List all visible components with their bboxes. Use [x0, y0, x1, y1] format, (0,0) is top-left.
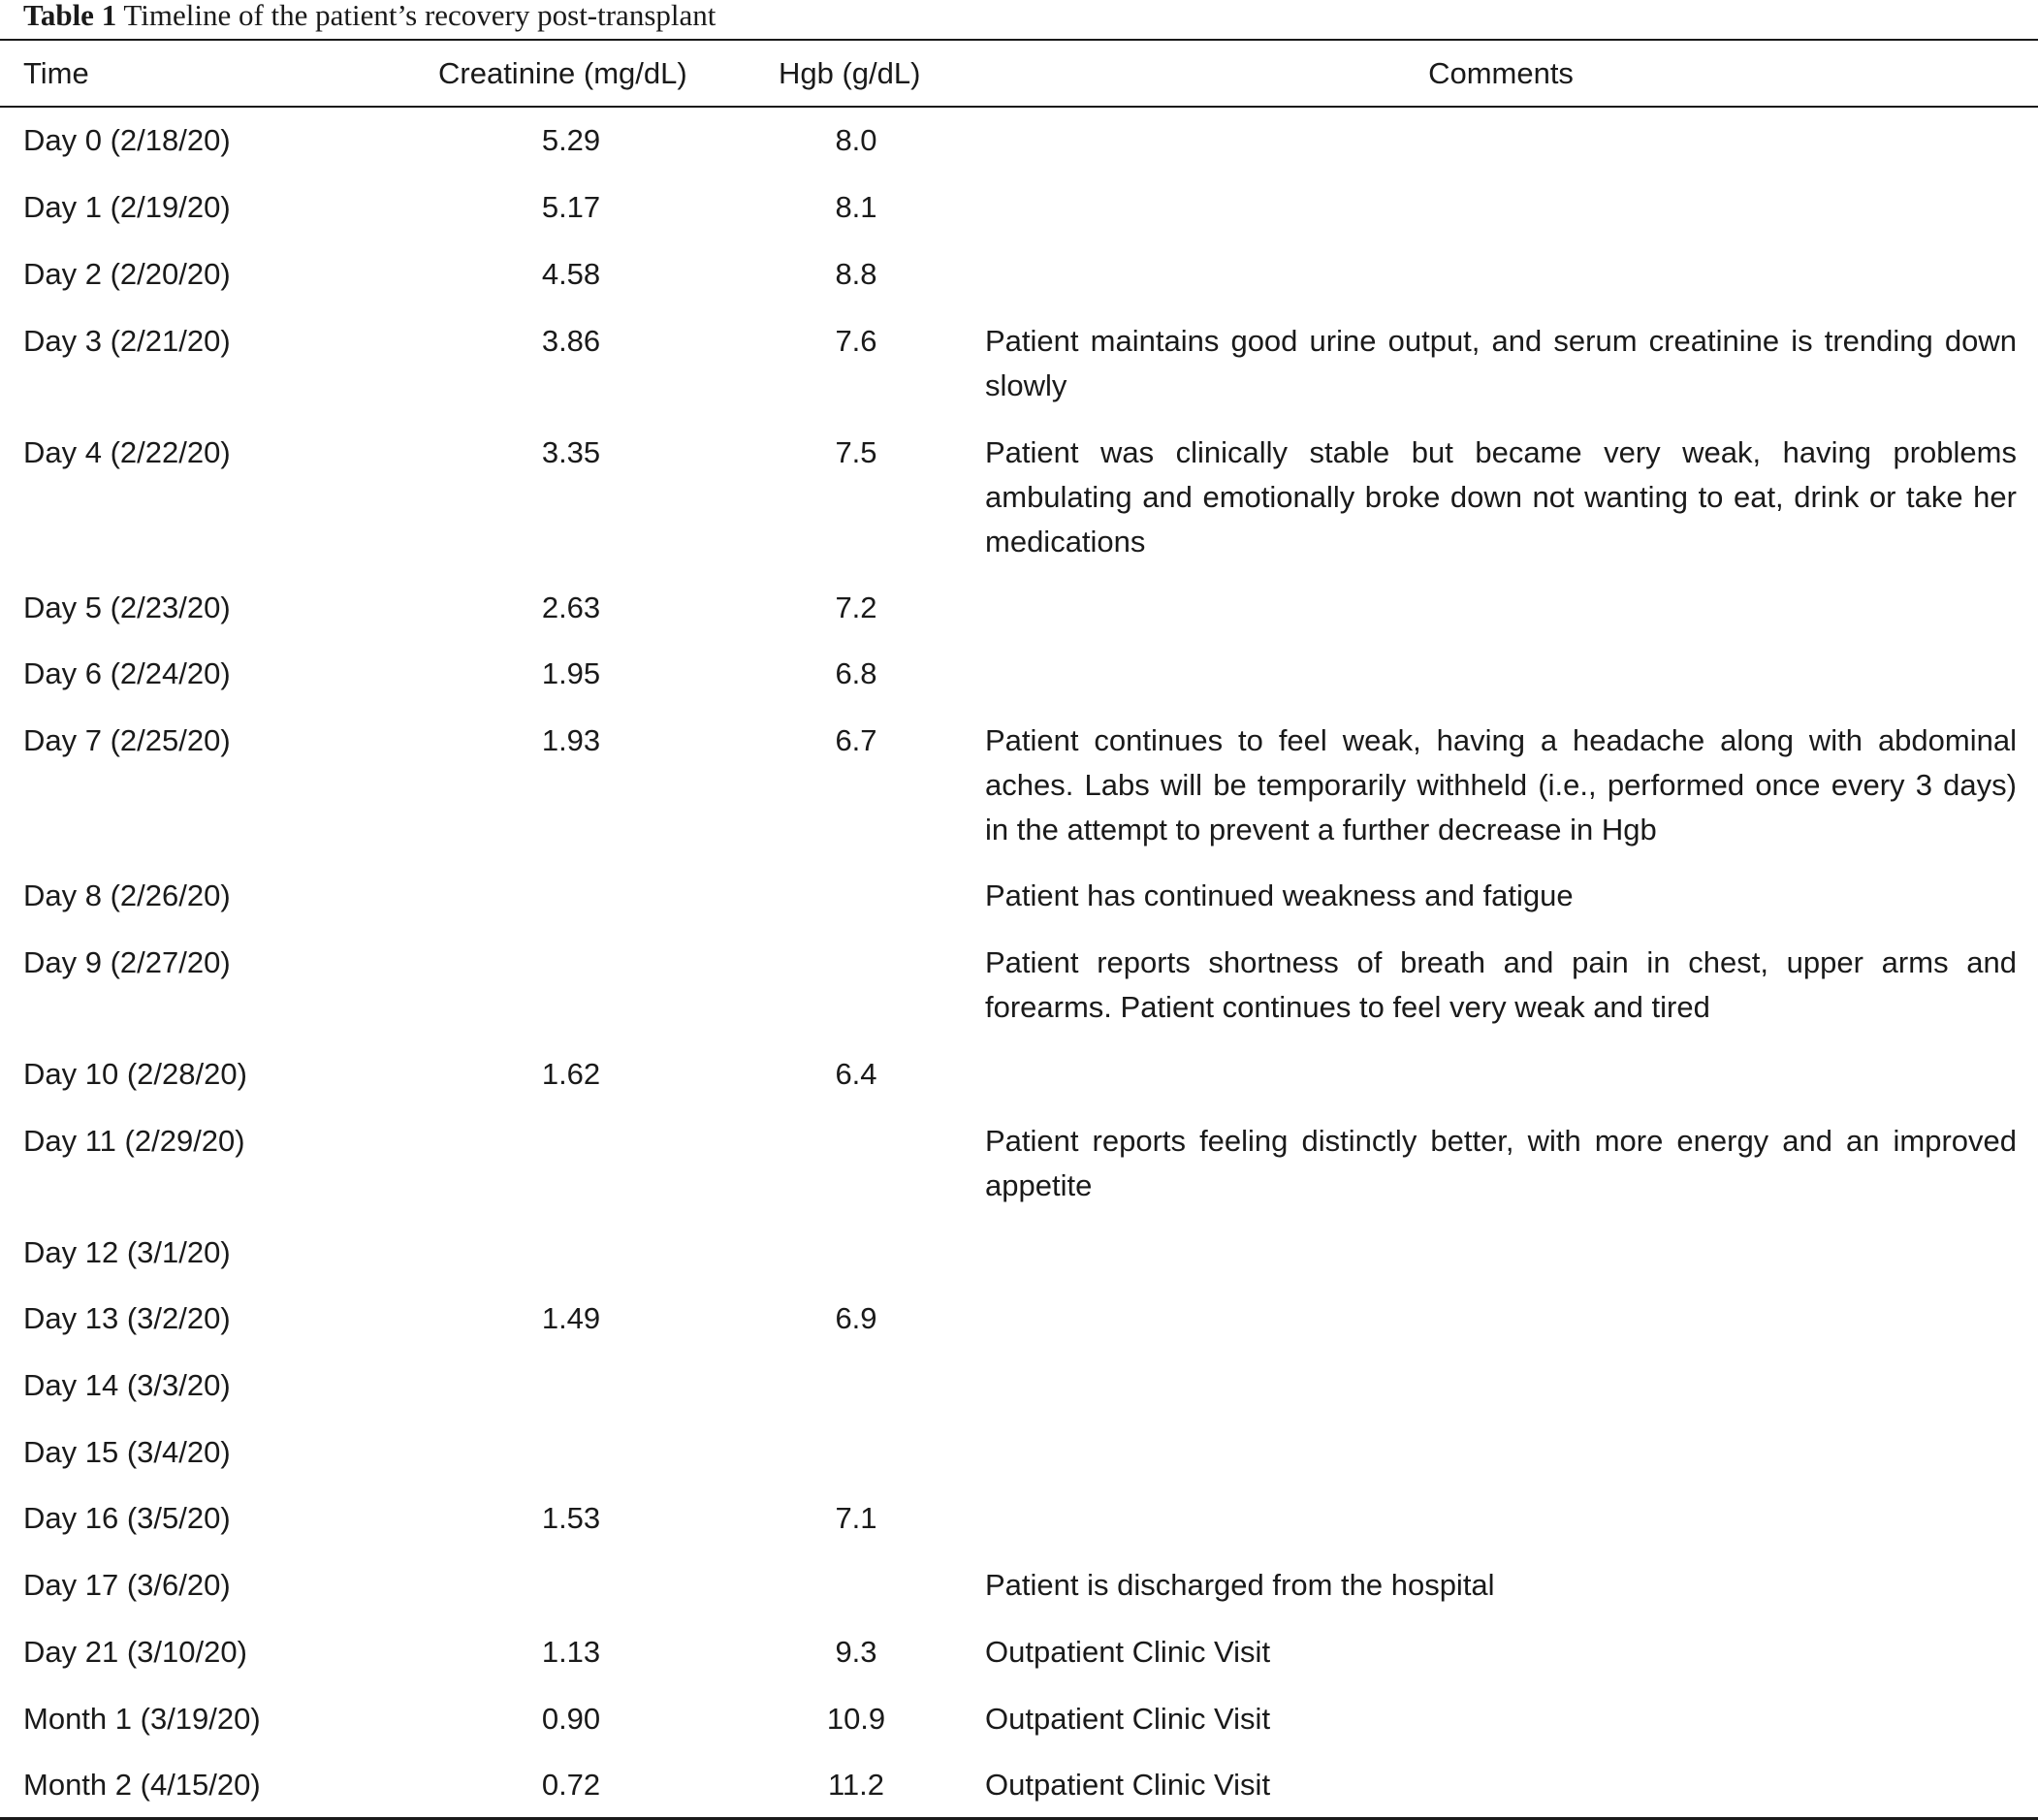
- cell-time: Day 2 (2/20/20): [23, 257, 231, 291]
- cell-time: Day 12 (3/1/20): [23, 1235, 231, 1269]
- cell-hgb: 6.8: [835, 656, 877, 690]
- cell-creatinine: 0.90: [541, 1702, 601, 1736]
- cell-creatinine: 3.35: [541, 435, 601, 469]
- column-header-hgb: Hgb (g/dL): [779, 56, 921, 90]
- cell-time: Day 4 (2/22/20): [23, 435, 231, 469]
- cell-comment: Outpatient Clinic Visit: [985, 1635, 1271, 1669]
- cell-time: Day 11 (2/29/20): [23, 1124, 245, 1158]
- cell-time: Day 15 (3/4/20): [23, 1435, 231, 1469]
- cell-hgb: 6.9: [835, 1301, 877, 1335]
- cell-time: Day 3 (2/21/20): [23, 324, 231, 358]
- cell-time: Day 5 (2/23/20): [23, 591, 231, 624]
- cell-comment: Patient reports shortness of breath and pain in chest, upper arms and forearms. Patient continues to feel very weak and tired: [985, 945, 2017, 1024]
- cell-creatinine: 5.17: [541, 190, 601, 224]
- cell-time: Day 8 (2/26/20): [23, 878, 231, 912]
- cell-hgb: 8.1: [835, 190, 877, 224]
- cell-time: Day 14 (3/3/20): [23, 1368, 231, 1402]
- table-top-rule: [0, 39, 2038, 41]
- cell-hgb: 8.0: [835, 123, 877, 157]
- cell-time: Day 13 (3/2/20): [23, 1301, 231, 1335]
- cell-creatinine: 1.95: [541, 656, 601, 690]
- cell-time: Month 2 (4/15/20): [23, 1768, 261, 1802]
- cell-hgb: 11.2: [827, 1768, 885, 1802]
- cell-comment: Outpatient Clinic Visit: [985, 1768, 1271, 1802]
- cell-hgb: 7.2: [835, 591, 877, 624]
- table-header-rule: [0, 106, 2038, 108]
- cell-creatinine: 1.93: [541, 723, 601, 757]
- cell-creatinine: 3.86: [541, 324, 601, 358]
- cell-time: Day 0 (2/18/20): [23, 123, 231, 157]
- cell-creatinine: 1.53: [541, 1501, 601, 1535]
- cell-time: Day 9 (2/27/20): [23, 945, 231, 979]
- cell-hgb: 9.3: [835, 1635, 877, 1669]
- cell-time: Day 17 (3/6/20): [23, 1568, 231, 1602]
- cell-time: Day 7 (2/25/20): [23, 723, 231, 757]
- table-caption-label: Table 1: [23, 0, 117, 32]
- cell-hgb: 10.9: [826, 1702, 886, 1736]
- cell-hgb: 8.8: [835, 257, 877, 291]
- cell-comment: Patient continues to feel weak, having a headache along with abdominal aches. Labs will be temporarily withheld (i.e., performed once every 3 days) in the attempt to prevent a further decrease in Hgb: [985, 723, 2017, 846]
- cell-hgb: 7.5: [835, 435, 877, 469]
- cell-time: Day 10 (2/28/20): [23, 1057, 247, 1091]
- cell-creatinine: 2.63: [541, 591, 601, 624]
- column-header-creatinine: Creatinine (mg/dL): [438, 56, 687, 90]
- cell-creatinine: 5.29: [541, 123, 601, 157]
- cell-creatinine: 4.58: [541, 257, 601, 291]
- cell-creatinine: 0.72: [541, 1768, 601, 1802]
- table-caption: [23, 0, 716, 37]
- cell-hgb: 7.1: [835, 1501, 877, 1535]
- cell-time: Month 1 (3/19/20): [23, 1702, 261, 1736]
- cell-hgb: 6.4: [835, 1057, 877, 1091]
- cell-time: Day 16 (3/5/20): [23, 1501, 231, 1535]
- cell-comment: Outpatient Clinic Visit: [985, 1702, 1271, 1736]
- column-header-comments: Comments: [1428, 56, 1574, 90]
- cell-comment: Patient is discharged from the hospital: [985, 1568, 1495, 1602]
- cell-time: Day 6 (2/24/20): [23, 656, 231, 690]
- cell-time: Day 21 (3/10/20): [23, 1635, 247, 1669]
- column-header-time: Time: [23, 56, 89, 90]
- cell-hgb: 6.7: [835, 723, 877, 757]
- cell-comment: Patient was clinically stable but became very weak, having problems ambulating and emotionally broke down not wanting to eat, drink or take her medications: [985, 435, 2017, 559]
- cell-comment: Patient has continued weakness and fatigue: [985, 878, 1574, 912]
- cell-hgb: 7.6: [835, 324, 877, 358]
- cell-creatinine: 1.62: [541, 1057, 601, 1091]
- cell-creatinine: 1.13: [541, 1635, 601, 1669]
- cell-creatinine: 1.49: [541, 1301, 601, 1335]
- table-caption-title: Timeline of the patient’s recovery post-transplant: [123, 0, 716, 32]
- cell-comment: Patient reports feeling distinctly better, with more energy and an improved appetite: [985, 1124, 2017, 1202]
- cell-comment: Patient maintains good urine output, and serum creatinine is trending down slowly: [985, 324, 2017, 402]
- cell-time: Day 1 (2/19/20): [23, 190, 231, 224]
